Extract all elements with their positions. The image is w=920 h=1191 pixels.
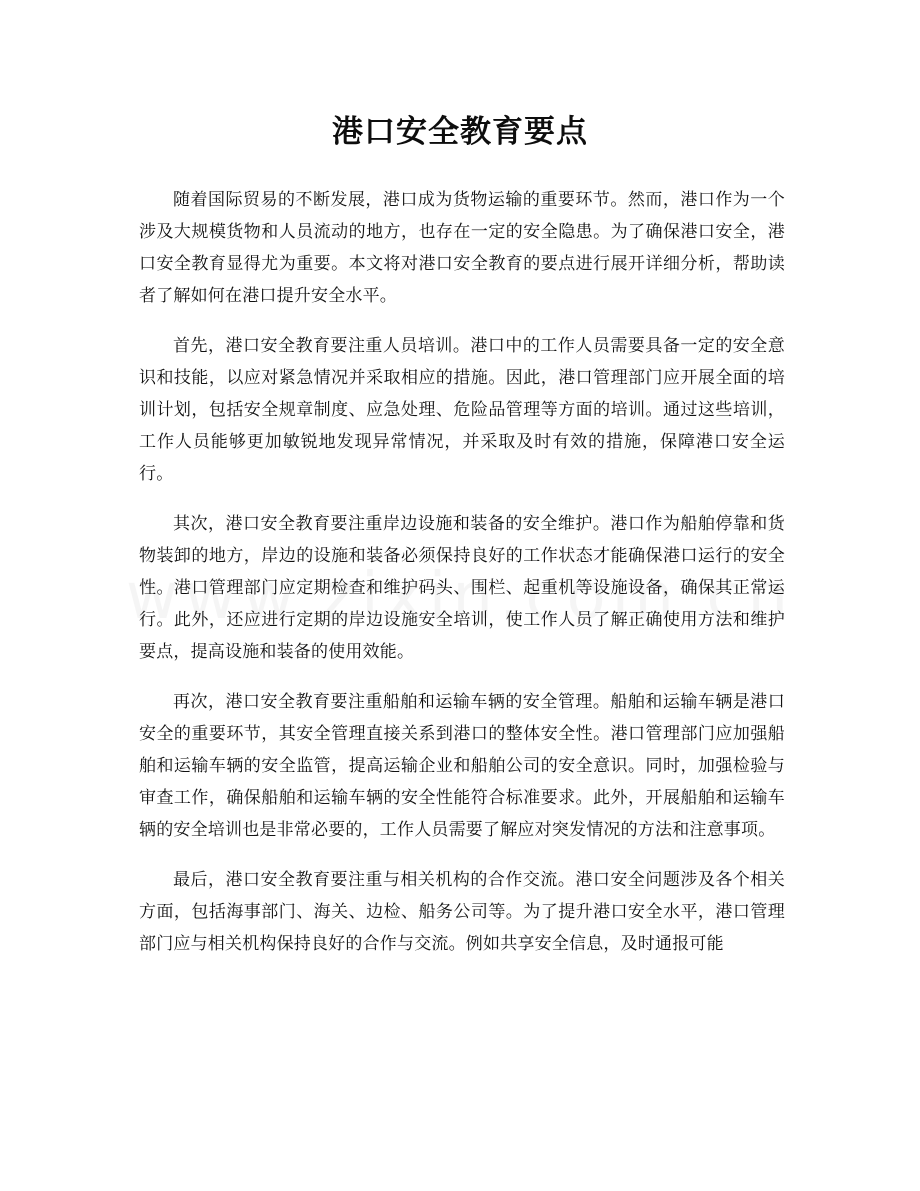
- document-title: 港口安全教育要点: [332, 114, 588, 150]
- paragraph-vessel-vehicle-management: 再次，港口安全教育要注重船舶和运输车辆的安全管理。船舶和运输车辆是港口安全的重要环节，其安全管理直接关系到港口的整体安全性。港口管理部门应加强船舶和运输车辆的安全监管，提高运输企业和船舶公司的安全意识。同时，加强检验与审查工作，确保船舶和运输车辆的安全性能符合标准要求。此外，开展船舶和运输车辆的安全培训也是非常必要的，工作人员需要了解应对突发情况的方法和注意事项。: [139, 692, 785, 840]
- document-body: [139, 155, 785, 978]
- paragraph-personnel-training: 首先，港口安全教育要注重人员培训。港口中的工作人员需要具备一定的安全意识和技能，以应对紧急情况并采取相应的措施。因此，港口管理部门应开展全面的培训计划，包括安全规章制度、应急处理、危险品管理等方面的培训。通过这些培训，工作人员能够更加敏锐地发现异常情况，并采取及时有效的措施，保障港口安全运行。: [139, 336, 785, 484]
- paragraph-facility-maintenance: 其次，港口安全教育要注重岸边设施和装备的安全维护。港口作为船舶停靠和货物装卸的地方，岸边的设施和装备必须保持良好的工作状态才能确保港口运行的安全性。港口管理部门应定期检查和维护码头、围栏、起重机等设施设备，确保其正常运行。此外，还应进行定期的岸边设施安全培训，使工作人员了解正确使用方法和维护要点，提高设施和装备的使用效能。: [139, 514, 785, 662]
- paragraph-cooperation: 最后，港口安全教育要注重与相关机构的合作交流。港口安全问题涉及各个相关方面，包括海事部门、海关、边检、船务公司等。为了提升港口安全水平，港口管理部门应与相关机构保持良好的合作与交流。例如共享安全信息，及时通报可能: [139, 870, 785, 954]
- paragraph-intro: 随着国际贸易的不断发展，港口成为货物运输的重要环节。然而，港口作为一个涉及大规模货物和人员流动的地方，也存在一定的安全隐患。为了确保港口安全，港口安全教育显得尤为重要。本文将对港口安全教育的要点进行展开详细分析，帮助读者了解如何在港口提升安全水平。: [139, 190, 785, 306]
